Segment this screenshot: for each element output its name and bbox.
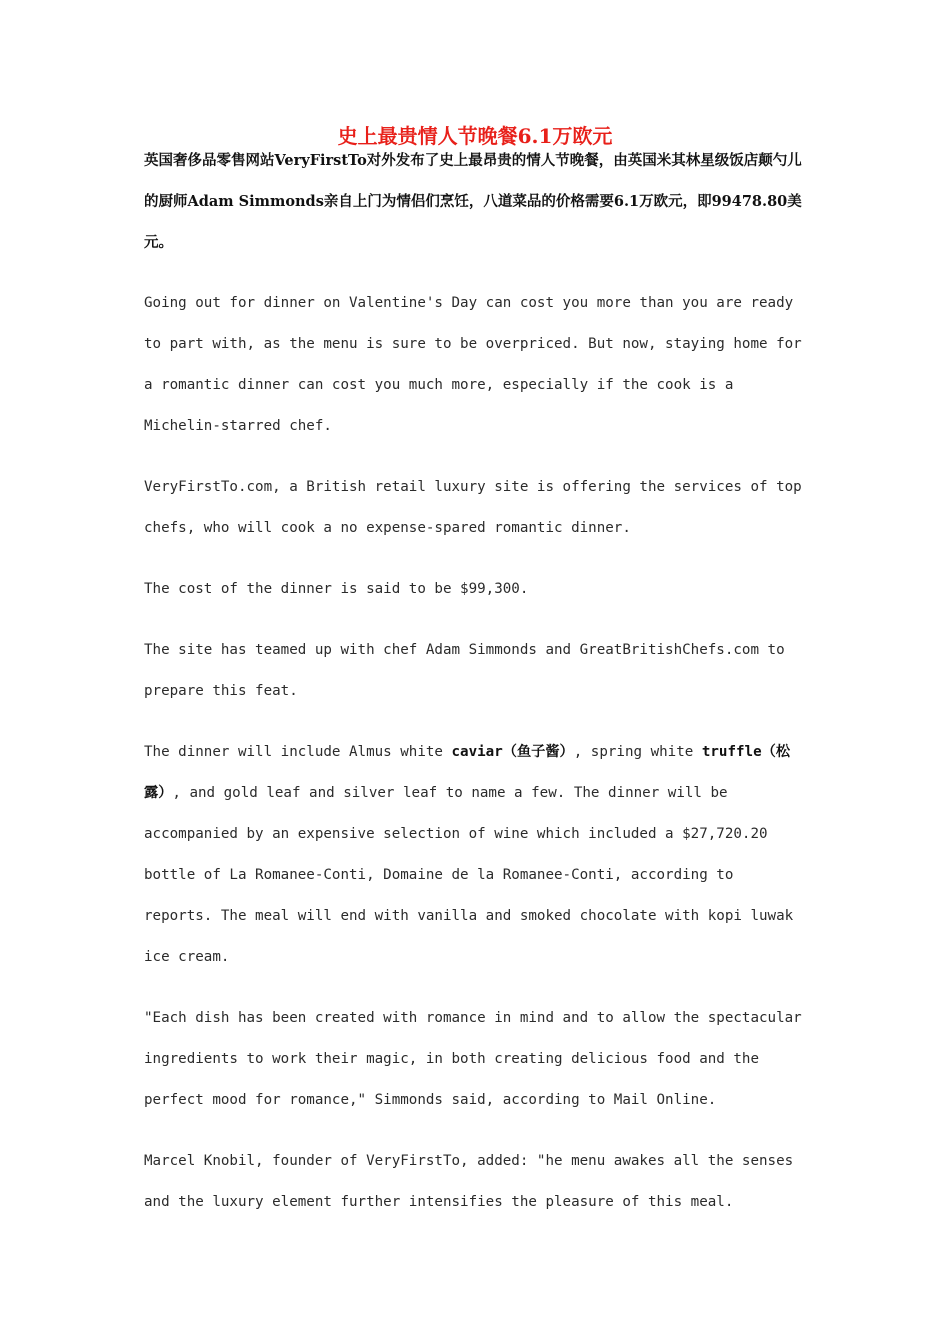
- paragraph-5-text-3: , and gold leaf and silver leaf to name a few. The dinner will be accompanied by an expensive selection of wine which included a $27,720.20 bottle of La Romanee-Conti, Domaine de la Romanee-Conti, according to reports. The meal will end with vanilla and smoked chocolate with kopi luwak ice cream.: [144, 785, 794, 965]
- paragraph-5-text-1: The dinner will include Almus white: [144, 744, 452, 760]
- article-title: 史上最贵情人节晚餐6.1万欧元: [337, 124, 613, 148]
- paragraph-4: The site has teamed up with chef Adam Simmonds and GreatBritishChefs.com to prepare this feat.: [144, 642, 785, 699]
- paragraph-1: Going out for dinner on Valentine's Day can cost you more than you are ready to part with, as the menu is sure to be overpriced. But now, staying home for a romantic dinner can cost you much more, especially if the cook is a Michelin-starred chef.: [144, 295, 802, 434]
- keyword-caviar: caviar: [451, 744, 503, 760]
- paragraph-6: "Each dish has been created with romance in mind and to allow the spectacular ingredients to work their magic, in both creating delicious food and the perfect mood for romance," Simmonds said, according to Mail Online.: [144, 1010, 802, 1108]
- chinese-intro: 英国奢侈品零售网站VeryFirstTo对外发布了史上最昂贵的情人节晚餐，由英国米其林星级饭店颠勺儿的厨师Adam Simmonds亲自上门为情侣们烹饪，八道菜品的价格需要6.1万欧元，即99478.80美元。: [144, 152, 802, 251]
- paragraph-5-text-2: , spring white: [573, 744, 702, 760]
- article-body: [144, 140, 808, 1223]
- paragraph-7: Marcel Knobil, founder of VeryFirstTo, added: "he menu awakes all the senses and the luxury element further intensifies the pleasure of this meal.: [144, 1153, 794, 1210]
- keyword-caviar-gloss: （鱼子酱）: [502, 744, 574, 760]
- paragraph-3: The cost of the dinner is said to be $99,300.: [144, 581, 529, 597]
- keyword-truffle: truffle: [701, 744, 762, 760]
- keyword-truffle-gloss: （松露）: [144, 744, 791, 801]
- paragraph-2: VeryFirstTo.com, a British retail luxury site is offering the services of top chefs, who will cook a no expense-spared romantic dinner.: [144, 479, 802, 536]
- paragraph-5: [144, 732, 808, 978]
